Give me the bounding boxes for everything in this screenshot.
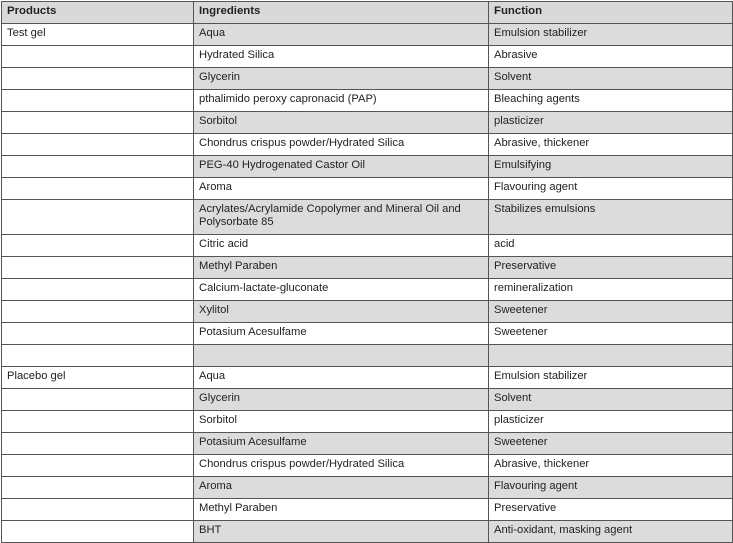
- ingredient-cell: Potasium Acesulfame: [194, 433, 489, 455]
- product-cell: [2, 90, 194, 112]
- table-row: [2, 178, 733, 200]
- function-cell: Solvent: [489, 68, 733, 90]
- table-row: [2, 455, 733, 477]
- product-cell: [2, 178, 194, 200]
- function-cell: Sweetener: [489, 323, 733, 345]
- product-cell: [2, 68, 194, 90]
- table-row: [2, 499, 733, 521]
- ingredient-cell: [194, 345, 489, 367]
- function-cell: Abrasive, thickener: [489, 134, 733, 156]
- ingredient-cell: Potasium Acesulfame: [194, 323, 489, 345]
- product-cell: Test gel: [2, 24, 194, 46]
- product-cell: [2, 200, 194, 235]
- ingredient-cell: Aroma: [194, 178, 489, 200]
- function-cell: Emulsifying: [489, 156, 733, 178]
- ingredient-cell: Sorbitol: [194, 112, 489, 134]
- ingredient-cell: Glycerin: [194, 68, 489, 90]
- ingredient-cell: Xylitol: [194, 301, 489, 323]
- header-ingredients: Ingredients: [194, 2, 489, 24]
- ingredient-cell: BHT: [194, 521, 489, 543]
- product-cell: [2, 257, 194, 279]
- table-row: [2, 200, 733, 235]
- product-cell: [2, 235, 194, 257]
- table-header-row: [2, 2, 733, 24]
- function-cell: plasticizer: [489, 411, 733, 433]
- ingredient-cell: Sorbitol: [194, 411, 489, 433]
- product-cell: [2, 477, 194, 499]
- product-cell: [2, 499, 194, 521]
- function-cell: acid: [489, 235, 733, 257]
- product-cell: [2, 411, 194, 433]
- ingredient-cell: Aqua: [194, 367, 489, 389]
- table-row: [2, 257, 733, 279]
- table-row-empty: [2, 345, 733, 367]
- function-cell: Sweetener: [489, 433, 733, 455]
- function-cell: Stabilizes emulsions: [489, 200, 733, 235]
- ingredient-cell: Acrylates/Acrylamide Copolymer and Mineral Oil and Polysorbate 85: [194, 200, 489, 235]
- function-cell: Abrasive: [489, 46, 733, 68]
- table-row: [2, 433, 733, 455]
- function-cell: plasticizer: [489, 112, 733, 134]
- header-products: Products: [2, 2, 194, 24]
- ingredient-cell: Citric acid: [194, 235, 489, 257]
- table-row: [2, 24, 733, 46]
- ingredient-cell: PEG-40 Hydrogenated Castor Oil: [194, 156, 489, 178]
- table-row: [2, 521, 733, 543]
- ingredient-cell: Calcium-lactate-gluconate: [194, 279, 489, 301]
- ingredient-cell: Hydrated Silica: [194, 46, 489, 68]
- table-row: [2, 411, 733, 433]
- function-cell: Flavouring agent: [489, 477, 733, 499]
- ingredient-cell: Chondrus crispus powder/Hydrated Silica: [194, 455, 489, 477]
- ingredient-cell: Methyl Paraben: [194, 499, 489, 521]
- table-row: [2, 68, 733, 90]
- product-cell: [2, 323, 194, 345]
- table-row: [2, 235, 733, 257]
- function-cell: Anti-oxidant, masking agent: [489, 521, 733, 543]
- function-cell: remineralization: [489, 279, 733, 301]
- function-cell: Preservative: [489, 257, 733, 279]
- function-cell: Flavouring agent: [489, 178, 733, 200]
- ingredient-cell: Aqua: [194, 24, 489, 46]
- function-cell: [489, 345, 733, 367]
- table-row: [2, 389, 733, 411]
- product-cell: [2, 134, 194, 156]
- table-row: [2, 156, 733, 178]
- ingredient-cell: Glycerin: [194, 389, 489, 411]
- product-cell: [2, 433, 194, 455]
- product-cell: [2, 301, 194, 323]
- ingredient-cell: pthalimido peroxy capronacid (PAP): [194, 90, 489, 112]
- product-cell: [2, 156, 194, 178]
- table-row: [2, 301, 733, 323]
- ingredients-table: [1, 1, 733, 543]
- product-cell: [2, 455, 194, 477]
- product-cell: [2, 521, 194, 543]
- ingredient-cell: Methyl Paraben: [194, 257, 489, 279]
- header-function: Function: [489, 2, 733, 24]
- table-row: [2, 112, 733, 134]
- ingredient-cell: Aroma: [194, 477, 489, 499]
- product-cell: Placebo gel: [2, 367, 194, 389]
- table-row: [2, 477, 733, 499]
- table-row: [2, 323, 733, 345]
- function-cell: Emulsion stabilizer: [489, 24, 733, 46]
- product-cell: [2, 46, 194, 68]
- table-row: [2, 90, 733, 112]
- table-row: [2, 279, 733, 301]
- function-cell: Preservative: [489, 499, 733, 521]
- table-row: [2, 46, 733, 68]
- product-cell: [2, 112, 194, 134]
- table-row: [2, 367, 733, 389]
- product-cell: [2, 389, 194, 411]
- function-cell: Sweetener: [489, 301, 733, 323]
- function-cell: Emulsion stabilizer: [489, 367, 733, 389]
- product-cell: [2, 345, 194, 367]
- function-cell: Bleaching agents: [489, 90, 733, 112]
- function-cell: Solvent: [489, 389, 733, 411]
- product-cell: [2, 279, 194, 301]
- table-row: [2, 134, 733, 156]
- function-cell: Abrasive, thickener: [489, 455, 733, 477]
- ingredient-cell: Chondrus crispus powder/Hydrated Silica: [194, 134, 489, 156]
